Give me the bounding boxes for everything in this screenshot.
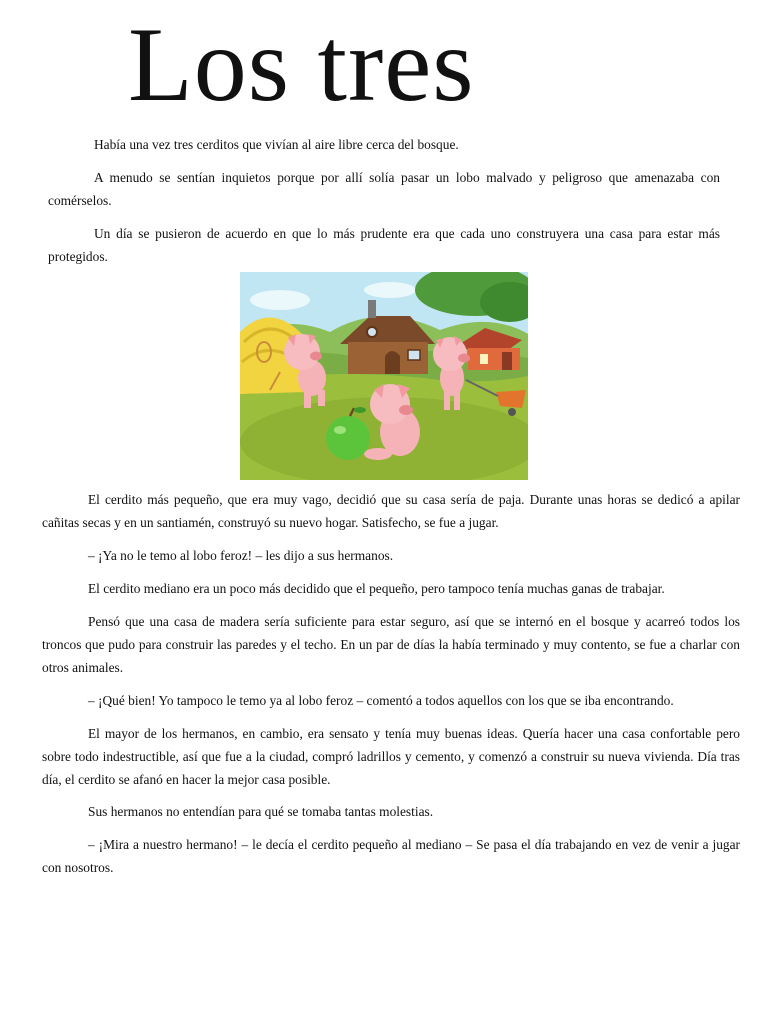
body-paragraph-1: El cerdito más pequeño, que era muy vago, decidió que su casa sería de paja. Durante unas horas se dedicó a apilar cañitas secas y en un santiamén, construyó su nuevo hogar. Satisfecho, se fue a jugar.: [42, 492, 740, 530]
intro-paragraph-3: Un día se pusieron de acuerdo en que lo más prudente era que cada uno construyera una casa para estar más protegidos.: [48, 226, 720, 264]
body-paragraph-7: Sus hermanos no entendían para qué se tomaba tantas molestias.: [88, 804, 434, 819]
body-paragraph-3: El cerdito mediano era un poco más decidido que el pequeño, pero tampoco tenía muchas ganas de trabajar.: [88, 581, 665, 596]
body-paragraph-6: El mayor de los hermanos, en cambio, era sensato y tenía muy buenas ideas. Quería hacer una casa confortable pero sobre todo indestructible, así que fue a la ciudad, compró ladrillos y cemento, y comenzó a construir su nueva vivienda. Día tras día, el cerdito se afanó en hacer la mejor casa posible.: [42, 726, 740, 787]
intro-paragraph-1: Había una vez tres cerditos que vivían al aire libre cerca del bosque.: [94, 137, 459, 152]
document-title: Los tres: [128, 6, 475, 123]
body-paragraph-8: – ¡Mira a nuestro hermano! – le decía el cerdito pequeño al mediano – Se pasa el día trabajando en vez de venir a jugar con nosotros.: [42, 837, 740, 875]
intro-paragraph-2: A menudo se sentían inquietos porque por allí solía pasar un lobo malvado y peligroso que amenazaba con comérselos.: [48, 170, 720, 208]
body-paragraph-2: – ¡Ya no le temo al lobo feroz! – les dijo a sus hermanos.: [88, 548, 394, 563]
three-little-pigs-illustration: [240, 272, 528, 480]
body-paragraph-4: Pensó que una casa de madera sería suficiente para estar seguro, así que se internó en el bosque y acarreó todos los troncos que pudo para construir las paredes y el techo. En un par de días la había terminado y muy contento, se fue a charlar con otros animales.: [42, 614, 740, 675]
body-paragraph-5: – ¡Qué bien! Yo tampoco le temo ya al lobo feroz – comentó a todos aquellos con los que se iba encontrando.: [88, 693, 674, 708]
